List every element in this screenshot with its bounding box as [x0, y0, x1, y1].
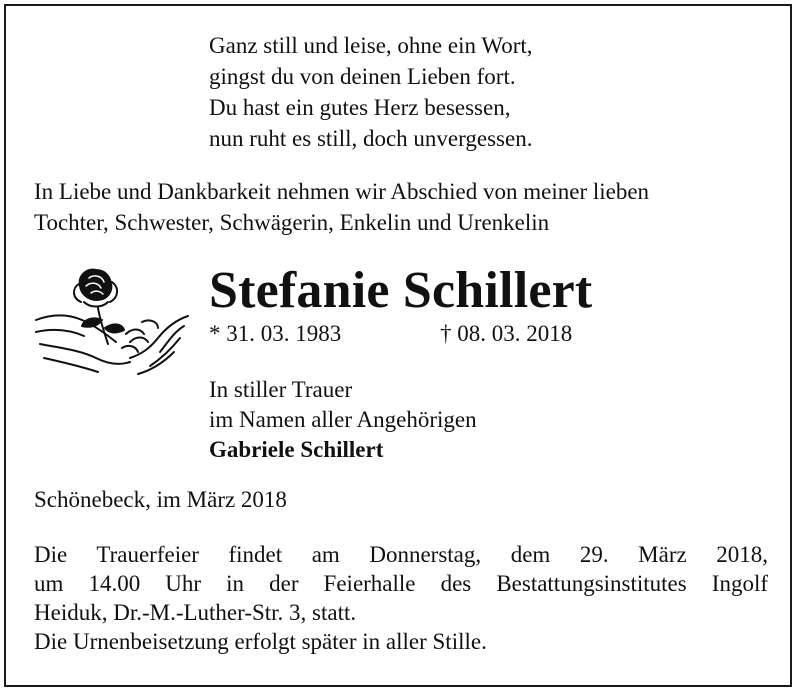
birth-date: * 31. 03. 1983	[209, 321, 342, 346]
mourning-line: im Namen aller Angehörigen	[209, 407, 477, 432]
deceased-name: Stefanie Schillert	[209, 262, 593, 319]
intro-line: Tochter, Schwester, Schwägerin, Enkelin und Urenkelin	[34, 210, 550, 235]
ceremony-line: Die Urnenbeisetzung erfolgt später in aller Stille.	[34, 629, 487, 654]
poem-line: gingst du von deinen Lieben fort.	[209, 64, 516, 89]
mourners-signature	[209, 375, 477, 465]
death-date: † 08. 03. 2018	[440, 321, 573, 346]
poem-line: nun ruht es still, doch unvergessen.	[209, 126, 533, 151]
poem-line: Ganz still und leise, ohne ein Wort,	[209, 33, 533, 58]
ceremony-notice	[34, 540, 768, 656]
ceremony-line: um 14.00 Uhr in der Feierhalle des Bestattungsinstitutes Ingolf	[34, 571, 768, 596]
ceremony-line: Die Trauerfeier findet am Donnerstag, dem 29. März 2018,	[34, 542, 768, 567]
farewell-intro	[34, 176, 649, 238]
poem-line: Du hast ein gutes Herz besessen,	[209, 95, 511, 120]
mourning-line: In stiller Trauer	[209, 377, 353, 402]
rose-in-hands-icon	[34, 262, 190, 386]
life-dates	[209, 318, 573, 349]
ceremony-line: Heiduk, Dr.-M.-Luther-Str. 3, statt.	[34, 600, 357, 625]
intro-line: In Liebe und Dankbarkeit nehmen wir Abschied von meiner lieben	[34, 179, 650, 204]
signer-name: Gabriele Schillert	[209, 437, 384, 462]
place-date: Schönebeck, im März 2018	[34, 487, 287, 512]
memorial-poem	[209, 30, 533, 154]
